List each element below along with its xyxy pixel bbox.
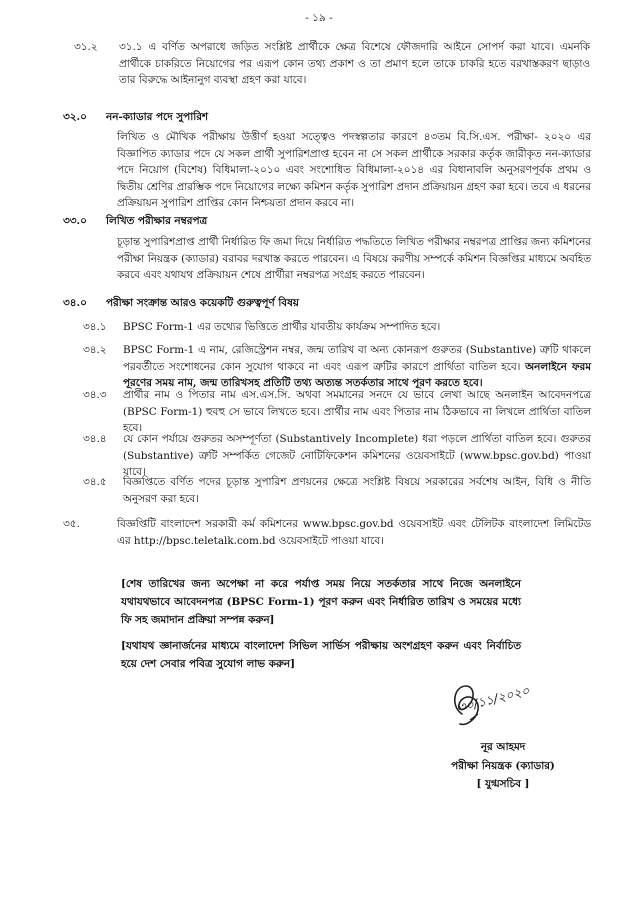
item-34-1-number: ৩৪.১ [83,321,107,333]
signature-date: ৩০/১১/২০২০ [455,682,531,716]
signatory-name: নূর আহমদ [480,741,526,753]
item-34-2-emphasis: অনলাইনে ফরম পূরণের সময় নাম, জন্ম তারিখসহ প্রতিটি তথ্য অত্যন্ত সতর্কতার সাথে পূরণ করতে হবে। [123,360,591,390]
section-35-text: বিজ্ঞপ্তিটি বাংলাদেশ সরকারী কর্ম কমিশনের www.bpsc.gov.bd ওয়েবসাইট এবং টেলিটক বাংলাদেশ লিমিটেড এর http://bpsc.teletalk.com.bd ওয়েবসাইটে পাওয়া যাবে। [117,518,591,547]
item-34-3-text: প্রার্থীর নাম ও পিতার নাম এস.এস.সি. অথবা সমমানের সনদে যে ভাবে লেখা আছে অনলাইন আবেদনপত্রে (BPSC Form-1) হুবহু সে ভাবে লিখতে হবে। প্রার্থীর নাম এবং পিতার নাম ঠিকভাবে না লিখলে প্রার্থিতা বাতিল হবে। [123,389,591,435]
section-33-text: চূড়ান্ত সুপারিশপ্রাপ্ত প্রার্থী নির্ধারিত ফি জমা দিয়ে নির্ধারিত পদ্ধতিতে লিখিত পরীক্ষার নম্বরপত্র প্রাপ্তির জন্য কমিশনের পরীক্ষা নিয়ন্ত্রক (ক্যাডার) বরাবর দরখাস্ত করতে পারবেন। এ বিষয়ে করণীয় সম্পর্কে কমিশন বিজ্ঞপ্তির মাধ্যমে অবহিত করবে এবং যথাযথ প্রক্রিয়ায়ন শেষে প্রার্থীরা নম্বরপত্র সংগ্রহ করতে পারবেন। [117,236,591,282]
item-34-2-number: ৩৪.২ [83,344,107,356]
signatory-designation: পরীক্ষা নিয়ন্ত্রক (ক্যাডার) [451,760,555,772]
item-34-4-number: ৩৪.৪ [83,433,107,445]
deadline-note: [শেষ তারিখের জন্য অপেক্ষা না করে পর্যাপ্ত সময় নিয়ে সতর্কতার সাথে নিজে অনলাইনে যথাযথভাবে আবেদনপত্র (BPSC Form-1) পূরণ করুন এবং নির্ধারিত তারিখ ও সময়ের মধ্যে ফি সহ জমাদান প্রক্রিয়া সম্পন্ন করুন] [121,578,521,626]
clause-31-2-text [119,39,590,89]
item-34-2-text [123,342,591,392]
section-34-title: পরীক্ষা সংক্রান্ত আরও কয়েকটি গুরুত্বপূর্ণ বিষয় [106,297,299,309]
item-34-4-text: যে কোন পর্যায়ে গুরুতর অসম্পূর্ণতা (Substantively Incomplete) ধরা পড়লে প্রার্থিতা বাতিল হবে। গুরুতর (Substantive) ত্রুটি সম্পর্কিত গেজেট নোটিফিকেশন কমিশনের ওয়েবসাইটে (www.bpsc.gov.bd) পাওয়া যাবে। [123,433,591,479]
item-34-5-number: ৩৪.৫ [83,476,107,488]
section-33-number: ৩৩.০ [63,215,87,227]
clause-31-2-body: এ বর্ণিত অপরাধে জড়িত সংশ্লিষ্ট প্রার্থীকে ক্ষেত্র বিশেষে ফৌজদারি আইনে সোপর্দ করা যাবে। এমনকি প্রার্থীকে চাকরিতে নিয়োগের পর এরূপ কোন তথ্য প্রকাশ ও তা প্রমাণ হলে তাকে চাকরি হতে বরখাস্তকরণ ছাড়াও তার বিরুদ্ধে আইনানুগ ব্যবস্থা গ্রহণ করা যাবে। [119,41,590,87]
clause-31-1-ref: ৩১.১ [119,41,143,53]
section-33-title: লিখিত পরীক্ষার নম্বরপত্র [106,215,208,227]
item-34-2-body: BPSC Form-1 এ নাম, রেজিস্ট্রেশন নম্বর, জন্ম তারিখ বা অন্য কোনরূপ গুরুতর (Substantive) ত্রুটি থাকলে পরবর্তীতে সংশোধনের কোন সুযোগ থাকবে না এবং এরূপ ত্রুটির কারণে প্রার্থিতা বাতিল হবে। [123,344,591,373]
item-34-3-number: ৩৪.৩ [83,389,107,401]
section-35-number: ৩৫. [63,518,80,530]
signatory-rank: [ যুগ্মসচিব ] [476,778,530,790]
clause-31-2-number: ৩১.২ [74,41,98,53]
section-34-number: ৩৪.০ [63,297,87,309]
page-number: - ১৯ - [305,12,333,24]
section-32-text: লিখিত ও মৌখিক পরীক্ষায় উত্তীর্ণ হওয়া সত্ত্বেও পদস্বল্পতার কারণে ৪৩তম বি.সি.এস. পরীক্ষা- ২০২০ এর বিজ্ঞাপিত ক্যাডার পদে যে সকল প্রার্থী সুপারিশপ্রাপ্ত হবেন না সে সকল প্রার্থীকে সরকার কর্তৃক জারীকৃত নন-ক্যাডার পদে নিয়োগ (বিশেষ) বিধিমালা-২০১০ এবং সংশোধিত বিধিমালা-২০১৪ এর বিধানাবলি অনুসরণপূর্বক প্রথম ও দ্বিতীয় শ্রেণির প্রারম্ভিক পদে নিয়োগের লক্ষ্যে কমিশন কর্তৃক সুপারিশ প্রদান প্রক্রিয়ায়ন গ্রহণ করা হবে। তবে এ ধরনের প্রক্রিয়ায়ন সুপারিশ প্রাপ্তির কোন নিশ্চয়তা প্রদান করবে না। [117,131,591,210]
participation-note: [যথাযথ জ্ঞানার্জনের মাধ্যমে বাংলাদেশ সিভিল সার্ভিস পরীক্ষায় অংশগ্রহণ করুন এবং নির্বাচিত হয়ে দেশ সেবার পবিত্র সুযোগ লাভ করুন] [121,640,521,670]
item-34-1-text: BPSC Form-1 এর তথ্যের ভিত্তিতে প্রার্থীর যাবতীয় কার্যক্রম সম্পাদিত হবে। [123,321,441,333]
section-32-number: ৩২.০ [63,111,87,123]
section-32-title: নন-ক্যাডার পদে সুপারিশ [106,111,209,123]
item-34-5-text: বিজ্ঞপ্তিতে বর্ণিত পদের চূড়ান্ত সুপারিশ প্রণয়নের ক্ষেত্রে সংশ্লিষ্ট বিষয়ে সরকারের সর্বশেষ আইন, বিধি ও নীতি অনুসরণ করা হবে। [123,476,591,505]
